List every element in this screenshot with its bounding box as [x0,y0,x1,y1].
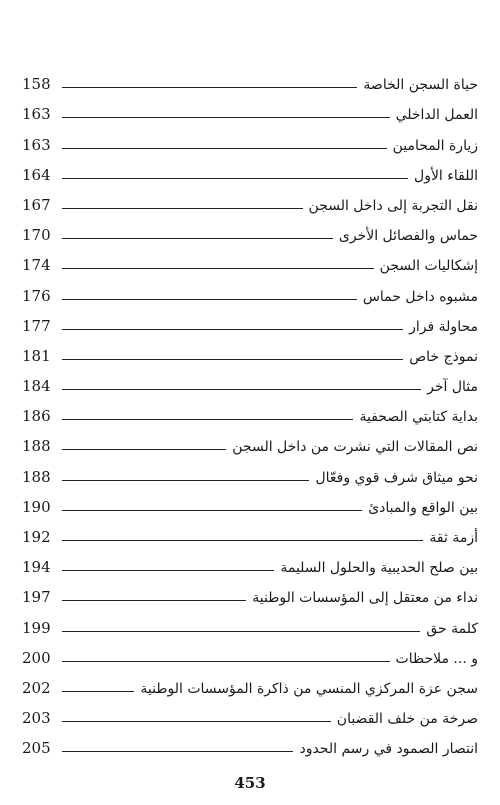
toc-leader-line [62,600,246,601]
toc-entry [22,454,478,484]
toc-entry [22,122,478,152]
toc-entry [22,153,478,183]
toc-entry-title: إشكاليات السجن [379,258,478,275]
toc-leader-line [62,570,274,571]
toc-entry-title: حماس والفصائل الأخرى [338,228,478,245]
toc-leader-line [62,480,309,481]
toc-entry-title: أزمة ثقة [429,530,478,546]
toc-entry-title: سجن عزة المركزي المنسي من ذاكرة المؤسسات الوطنية [140,680,478,697]
toc-leader-line [62,389,421,390]
toc-entry [22,636,478,666]
toc-entry-page: 186 [22,407,51,426]
toc-entry-title: نحو ميثاق شرف قوي وفعّال [315,469,478,486]
toc-entry-title: مثال آخر [427,379,478,396]
toc-entry-page: 167 [22,195,51,214]
toc-entry [22,575,478,605]
page-number: 453 [234,774,266,792]
toc-entry-page: 194 [22,558,51,577]
toc-leader-line [62,87,357,88]
toc-entry-title: نداء من معتقل إلى المؤسسات الوطنية [252,590,478,607]
toc-entry-page: 163 [22,105,51,124]
toc-leader-line [62,419,353,420]
toc-entry-title: انتصار الصمود في رسم الحدود [299,741,478,758]
toc-entry-title: كلمة حق [426,620,478,637]
toc-entry-page: 199 [22,618,51,637]
toc-entry-page: 203 [22,709,51,728]
toc-entry-page: 188 [22,467,51,486]
toc-entry [22,666,478,696]
toc-entry-page: 163 [22,135,51,154]
toc-entry-page: 170 [22,226,51,245]
toc-entry [22,213,478,243]
toc-entry [22,243,478,273]
toc-entry-title: محاولة فرار [409,318,478,335]
toc-leader-line [62,631,420,632]
toc-entry [22,394,478,424]
toc-entry-page: 181 [22,346,51,365]
toc-leader-line [62,148,387,149]
toc-entry-page: 192 [22,528,51,546]
toc-entry [22,545,478,575]
toc-entry-page: 174 [22,256,51,275]
toc-leader-line [62,208,303,209]
toc-leader-line [62,751,293,752]
toc-leader-line [62,691,134,692]
toc-leader-line [62,238,333,239]
toc-entry [22,92,478,122]
toc-entry [22,364,478,394]
toc-entry-page: 177 [22,316,51,335]
toc-entry [22,424,478,454]
toc-entry-title: زيارة المحامين [392,137,478,154]
toc-entry-title: بين الواقع والمبادئ [368,499,478,516]
toc-entry-title: حياة السجن الخاصة [363,77,478,94]
toc-entry-title: اللقاء الأول [414,167,478,184]
toc-entry-title: نص المقالات التي نشرت من داخل السجن [232,439,478,456]
toc-entry-title: بين صلح الحديبية والحلول السليمة [280,560,478,577]
toc-leader-line [62,299,357,300]
toc-leader-line [62,268,374,269]
toc-entry-page: 176 [22,286,51,305]
toc-entry-page: 184 [22,377,51,396]
toc-entry [22,183,478,213]
toc-entry [22,304,478,334]
toc-entry-page: 202 [22,678,51,697]
toc-leader-line [62,449,226,450]
toc-entry [22,726,478,756]
toc-entry-title: العمل الداخلي [395,107,478,124]
toc-entry-page: 190 [22,497,51,516]
table-of-contents [22,62,478,756]
toc-entry [22,515,478,545]
toc-leader-line [62,359,403,360]
toc-entry-title: نقل التجربة إلى داخل السجن [308,197,478,214]
toc-leader-line [62,540,423,541]
toc-entry-title: صرخة من خلف القضبان [336,711,478,728]
toc-leader-line [62,329,403,330]
toc-entry [22,62,478,92]
toc-entry [22,485,478,515]
toc-entry-title: و ... ملاحظات [395,650,478,667]
toc-entry-page: 188 [22,437,51,456]
toc-entry [22,605,478,635]
toc-entry-title: بداية كتابتي الصحفية [359,409,478,426]
toc-entry-page: 197 [22,588,51,607]
toc-entry [22,334,478,364]
toc-leader-line [62,510,362,511]
toc-leader-line [62,661,390,662]
toc-entry [22,696,478,726]
toc-entry-page: 164 [22,165,51,184]
toc-leader-line [62,117,390,118]
toc-entry-page: 205 [22,739,51,758]
toc-entry-page: 200 [22,648,51,667]
toc-entry-title: نموذج خاص [409,348,478,365]
toc-entry-title: مشبوه داخل حماس [362,288,478,305]
toc-entry-page: 158 [22,75,51,94]
toc-leader-line [62,721,331,722]
toc-entry [22,273,478,303]
toc-leader-line [62,178,408,179]
